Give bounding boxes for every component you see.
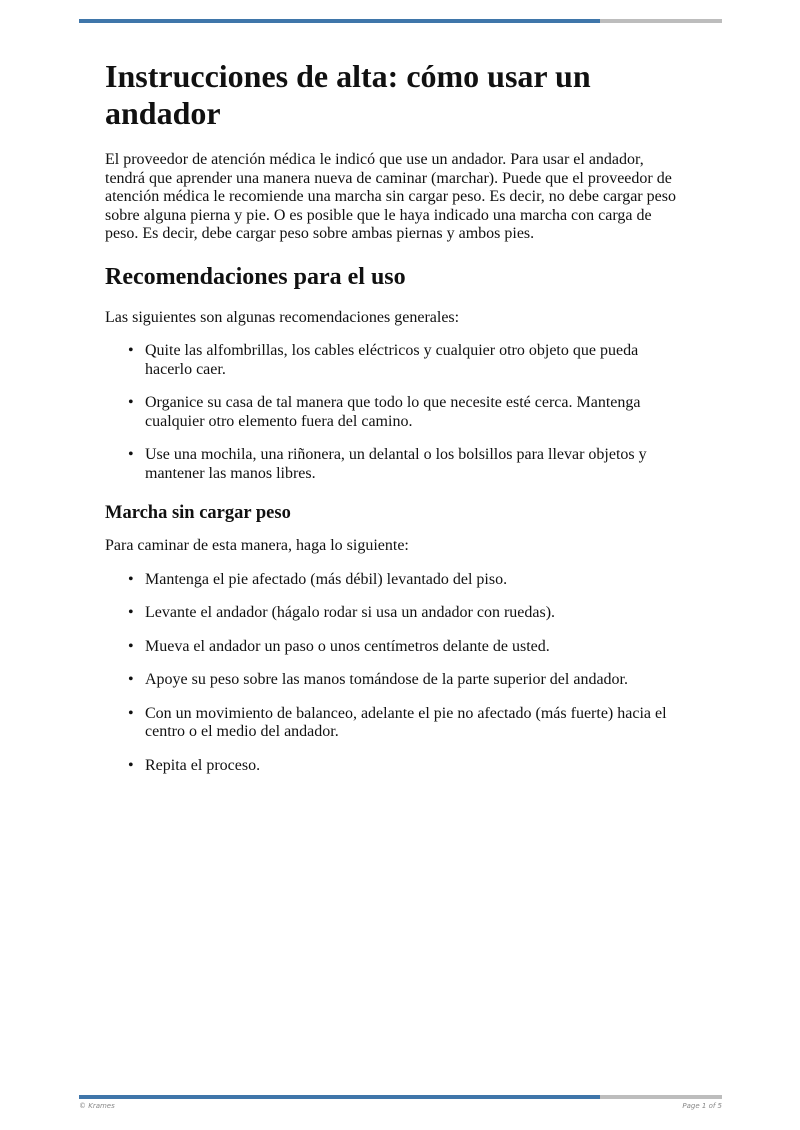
page-title: Instrucciones de alta: cómo usar un andador bbox=[105, 58, 591, 131]
section-heading-recommendations: Recomendaciones para el uso bbox=[105, 263, 406, 290]
list-item: • Repita el proceso. bbox=[128, 756, 261, 774]
list-item: • Organice su casa de tal manera que todo lo que necesite esté cerca. Mantenga cualquier otro elemento fuera del camino. bbox=[128, 394, 641, 430]
list-item: • Use una mochila, una riñonera, un delantal o los bolsillos para llevar objetos y mantener las manos libres. bbox=[128, 446, 647, 482]
header-progress-track bbox=[600, 19, 722, 23]
header-progress-fill bbox=[79, 19, 600, 23]
bullet-icon: • bbox=[128, 394, 134, 411]
header-progress-bar bbox=[79, 19, 722, 23]
list-item: • Apoye su peso sobre las manos tomándose de la parte superior del andador. bbox=[128, 671, 628, 688]
section-lead-recommendations: Las siguientes son algunas recomendaciones generales: bbox=[105, 308, 460, 326]
footer-progress-bar bbox=[79, 1095, 722, 1099]
footer-progress-fill bbox=[79, 1095, 600, 1099]
list-item: • Levante el andador (hágalo rodar si usa un andador con ruedas). bbox=[128, 604, 556, 621]
bullet-icon: • bbox=[128, 604, 134, 621]
recommendations-list bbox=[105, 342, 685, 483]
bullet-icon: • bbox=[128, 446, 134, 463]
bullet-icon: • bbox=[128, 704, 134, 722]
bullet-icon: • bbox=[128, 342, 134, 359]
section-heading-non-weight-bearing: Marcha sin cargar peso bbox=[105, 503, 291, 523]
steps-list bbox=[105, 571, 685, 776]
footer-page-number: Page 1 of 5 bbox=[682, 1102, 722, 1110]
bullet-icon: • bbox=[128, 671, 134, 688]
footer-progress-track bbox=[600, 1095, 722, 1099]
list-item: • Con un movimiento de balanceo, adelante el pie no afectado (más fuerte) hacia el centro o el medio del andador. bbox=[128, 704, 667, 740]
bullet-icon: • bbox=[128, 756, 134, 774]
list-item: • Mueva el andador un paso o unos centímetros delante de usted. bbox=[128, 637, 550, 655]
section-lead-non-weight-bearing: Para caminar de esta manera, haga lo siguiente: bbox=[105, 537, 409, 554]
list-item: • Quite las alfombrillas, los cables eléctricos y cualquier otro objeto que pueda hacerlo caer. bbox=[128, 342, 639, 378]
footer-copyright: © Krames bbox=[79, 1102, 115, 1110]
bullet-icon: • bbox=[128, 570, 134, 588]
intro-paragraph: El proveedor de atención médica le indicó que use un andador. Para usar el andador, tendrá que aprender una manera nueva de caminar (marchar). Puede que el proveedor de atención médica le recomiende una marcha sin cargar peso. Es decir, no debe cargar peso sobre alguna pierna y pie. O es posible que le haya indicado una marcha con carga de peso. Es decir, debe cargar peso sobre ambas piernas y ambos pies. bbox=[105, 151, 676, 242]
list-item: • Mantenga el pie afectado (más débil) levantado del piso. bbox=[128, 570, 508, 588]
bullet-icon: • bbox=[128, 637, 134, 655]
document-content bbox=[105, 58, 685, 790]
